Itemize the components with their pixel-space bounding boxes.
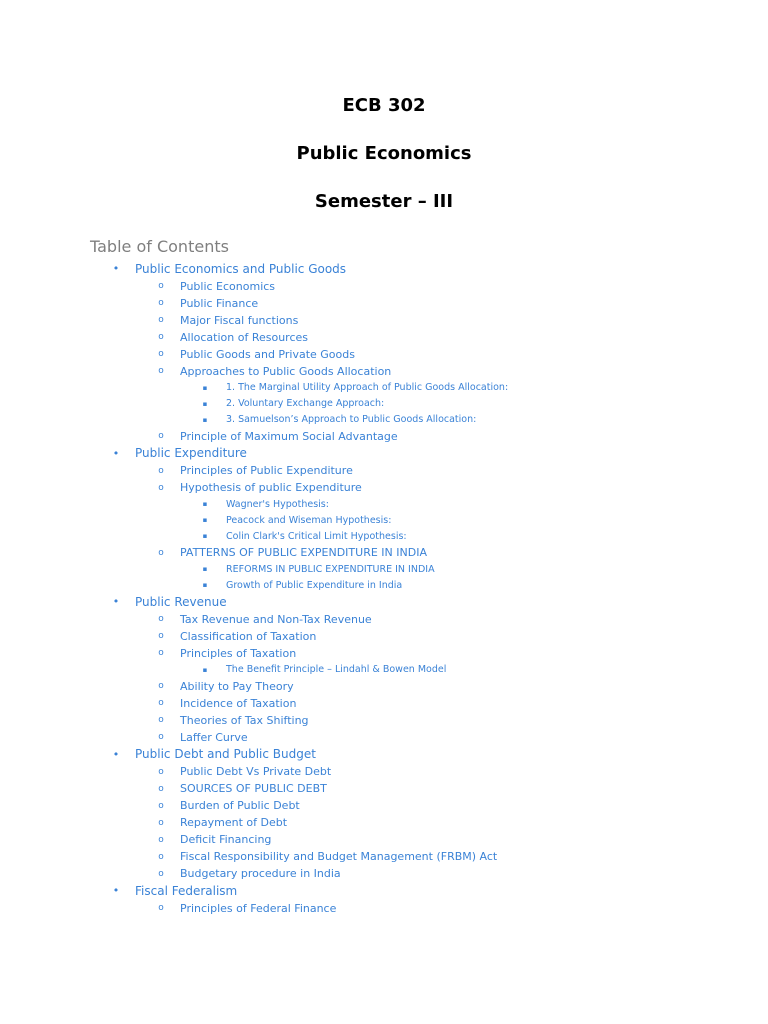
toc-link[interactable]: Classification of Taxation: [180, 629, 317, 643]
bullet-icon: o: [158, 315, 164, 325]
toc-entry-level2[interactable]: [0, 780, 768, 797]
bullet-icon: o: [158, 800, 164, 811]
toc-link[interactable]: Fiscal Responsibility and Budget Management (FRBM) Act: [180, 850, 498, 863]
toc-entry-level3[interactable]: [0, 412, 768, 428]
toc-link[interactable]: 3. Samuelson’s Approach to Public Goods Allocation:: [226, 414, 477, 425]
toc-entry-level2[interactable]: [0, 295, 768, 312]
bullet-icon: •: [112, 446, 120, 460]
toc-link[interactable]: Public Revenue: [135, 594, 227, 609]
toc-link[interactable]: PATTERNS OF PUBLIC EXPENDITURE IN INDIA: [180, 546, 427, 559]
toc-link[interactable]: Peacock and Wiseman Hypothesis:: [226, 514, 392, 526]
toc-entry-level3[interactable]: [0, 528, 768, 544]
toc-link[interactable]: Approaches to Public Goods Allocation: [180, 364, 392, 378]
table-of-contents: [0, 260, 768, 917]
toc-link[interactable]: Public Finance: [180, 296, 259, 310]
bullet-icon: ▪: [202, 516, 208, 524]
bullet-icon: o: [158, 631, 164, 641]
toc-entry-level2[interactable]: [0, 645, 768, 662]
toc-entry-level2[interactable]: [0, 628, 768, 645]
toc-entry-level2[interactable]: [0, 329, 768, 346]
toc-entry-level2[interactable]: [0, 462, 768, 479]
toc-heading: Table of Contents: [90, 237, 229, 256]
toc-entry-level3[interactable]: [0, 577, 768, 593]
bullet-icon: ▪: [202, 581, 208, 589]
toc-link[interactable]: Repayment of Debt: [180, 816, 288, 829]
bullet-icon: o: [158, 851, 164, 862]
bullet-icon: •: [112, 595, 120, 609]
toc-entry-level2[interactable]: [0, 363, 768, 380]
toc-link[interactable]: Wagner's Hypothesis:: [226, 498, 329, 510]
toc-link[interactable]: Public Goods and Private Goods: [180, 347, 355, 361]
bullet-icon: o: [158, 732, 164, 742]
bullet-icon: •: [112, 884, 120, 898]
bullet-icon: o: [158, 547, 164, 558]
toc-link[interactable]: Incidence of Taxation: [180, 696, 297, 710]
toc-entry-level2[interactable]: [0, 312, 768, 329]
toc-entry-level2[interactable]: [0, 479, 768, 496]
toc-link[interactable]: Principles of Federal Finance: [180, 901, 337, 915]
toc-entry-level2[interactable]: [0, 848, 768, 865]
bullet-icon: ▪: [202, 532, 208, 540]
bullet-icon: o: [158, 868, 164, 879]
toc-entry-level2[interactable]: [0, 544, 768, 561]
toc-entry-level2[interactable]: [0, 428, 768, 445]
bullet-icon: o: [158, 465, 164, 476]
bullet-icon: o: [158, 614, 164, 624]
toc-link[interactable]: Allocation of Resources: [180, 330, 308, 344]
toc-link[interactable]: 1. The Marginal Utility Approach of Public Goods Allocation:: [226, 382, 509, 393]
toc-entry-level3[interactable]: [0, 561, 768, 577]
toc-link[interactable]: Principles of Taxation: [180, 646, 297, 660]
toc-link[interactable]: Burden of Public Debt: [180, 799, 300, 812]
bullet-icon: •: [112, 262, 120, 276]
toc-entry-level1[interactable]: [0, 593, 768, 611]
toc-entry-level2[interactable]: [0, 678, 768, 695]
bullet-icon: o: [158, 349, 164, 359]
bullet-icon: ▪: [202, 665, 208, 674]
toc-link[interactable]: Tax Revenue and Non-Tax Revenue: [180, 612, 372, 626]
bullet-icon: o: [158, 834, 164, 845]
toc-entry-level3[interactable]: [0, 662, 768, 678]
toc-link[interactable]: The Benefit Principle – Lindahl & Bowen Model: [226, 664, 447, 675]
toc-entry-level2[interactable]: [0, 814, 768, 831]
bullet-icon: o: [158, 482, 164, 493]
toc-entry-level2[interactable]: [0, 712, 768, 729]
semester-label: Semester – III: [314, 191, 454, 212]
toc-entry-level2[interactable]: [0, 729, 768, 746]
bullet-icon: ▪: [202, 565, 208, 573]
bullet-icon: o: [158, 681, 164, 691]
toc-entry-level2[interactable]: [0, 797, 768, 814]
toc-entry-level1[interactable]: [0, 746, 768, 764]
toc-entry-level2[interactable]: [0, 900, 768, 917]
bullet-icon: o: [158, 298, 164, 308]
course-title: Public Economics: [296, 143, 472, 164]
bullet-icon: o: [158, 715, 164, 725]
toc-entry-level2[interactable]: [0, 865, 768, 882]
bullet-icon: ▪: [202, 415, 208, 424]
bullet-icon: o: [158, 698, 164, 708]
toc-link[interactable]: Public Economics: [180, 279, 276, 293]
bullet-icon: o: [158, 281, 164, 291]
bullet-icon: o: [158, 766, 164, 777]
toc-link[interactable]: 2. Voluntary Exchange Approach:: [226, 398, 385, 409]
toc-link[interactable]: Major Fiscal functions: [180, 313, 299, 327]
toc-link[interactable]: Public Debt Vs Private Debt: [180, 765, 332, 778]
toc-entry-level1[interactable]: [0, 882, 768, 900]
toc-entry-level2[interactable]: [0, 611, 768, 628]
bullet-icon: o: [158, 648, 164, 658]
toc-link[interactable]: Public Economics and Public Goods: [135, 261, 347, 276]
toc-link[interactable]: Hypothesis of public Expenditure: [180, 481, 362, 494]
toc-entry-level3[interactable]: [0, 512, 768, 528]
toc-link[interactable]: SOURCES OF PUBLIC DEBT: [180, 782, 327, 795]
bullet-icon: ▪: [202, 383, 208, 392]
toc-entry-level1[interactable]: [0, 260, 768, 278]
course-code: ECB 302: [342, 95, 426, 116]
toc-entry-level3[interactable]: [0, 380, 768, 396]
bullet-icon: o: [158, 783, 164, 794]
toc-link[interactable]: Laffer Curve: [180, 730, 248, 744]
toc-entry-level2[interactable]: [0, 278, 768, 295]
toc-link[interactable]: Growth of Public Expenditure in India: [226, 579, 403, 591]
toc-entry-level2[interactable]: [0, 695, 768, 712]
toc-link[interactable]: Public Debt and Public Budget: [135, 747, 316, 762]
toc-link[interactable]: Colin Clark's Critical Limit Hypothesis:: [226, 530, 407, 542]
toc-link[interactable]: Budgetary procedure in India: [180, 867, 341, 880]
toc-link[interactable]: Theories of Tax Shifting: [180, 713, 309, 727]
bullet-icon: o: [158, 332, 164, 342]
toc-link[interactable]: Fiscal Federalism: [135, 883, 238, 898]
toc-link[interactable]: Principles of Public Expenditure: [180, 464, 353, 477]
bullet-icon: •: [112, 747, 120, 761]
bullet-icon: o: [158, 903, 164, 913]
bullet-icon: o: [158, 817, 164, 828]
bullet-icon: ▪: [202, 500, 208, 508]
toc-entry-level2[interactable]: [0, 831, 768, 848]
toc-link[interactable]: Ability to Pay Theory: [180, 679, 294, 693]
toc-entry-level3[interactable]: [0, 496, 768, 512]
toc-entry-level2[interactable]: [0, 346, 768, 363]
bullet-icon: o: [158, 431, 164, 441]
toc-entry-level3[interactable]: [0, 396, 768, 412]
bullet-icon: ▪: [202, 399, 208, 408]
toc-link[interactable]: Deficit Financing: [180, 833, 272, 846]
toc-entry-level1[interactable]: [0, 445, 768, 463]
toc-entry-level2[interactable]: [0, 763, 768, 780]
toc-link[interactable]: Public Expenditure: [135, 446, 247, 461]
toc-link[interactable]: REFORMS IN PUBLIC EXPENDITURE IN INDIA: [226, 563, 435, 575]
bullet-icon: o: [158, 366, 164, 376]
toc-link[interactable]: Principle of Maximum Social Advantage: [180, 429, 398, 443]
